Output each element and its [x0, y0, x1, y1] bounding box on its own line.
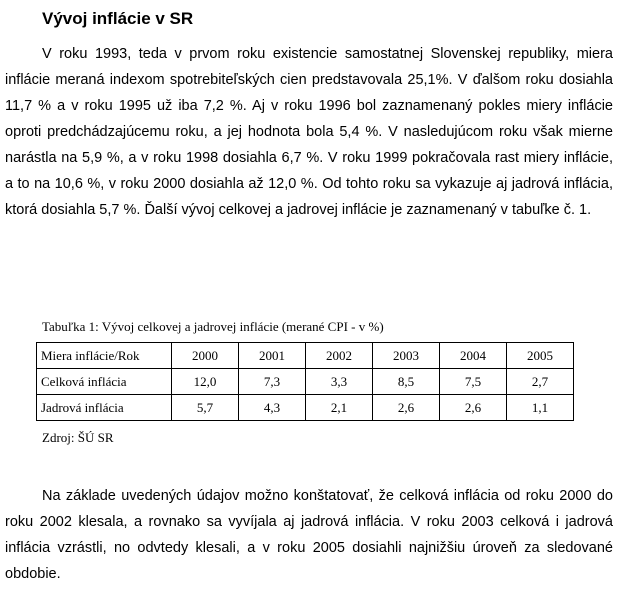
table-cell: 8,5 — [373, 369, 440, 395]
table-row-total-inflation — [37, 369, 574, 395]
header-cell: 2005 — [507, 343, 574, 369]
table-cell: 2,1 — [306, 395, 373, 421]
header-cell: 2000 — [172, 343, 239, 369]
table-cell: 2,7 — [507, 369, 574, 395]
table-cell: 4,3 — [239, 395, 306, 421]
table-cell: 3,3 — [306, 369, 373, 395]
row-label: Celková inflácia — [37, 369, 172, 395]
header-cell: 2001 — [239, 343, 306, 369]
table-source: Zdroj: ŠÚ SR — [42, 430, 114, 445]
table-caption: Tabuľka 1: Vývoj celkovej a jadrovej inflácie (merané CPI - v %) — [42, 319, 384, 334]
header-cell: 2003 — [373, 343, 440, 369]
table-cell: 5,7 — [172, 395, 239, 421]
intro-paragraph: V roku 1993, teda v prvom roku existencie samostatnej Slovenskej republiky, miera inflácie meraná indexom spotrebiteľských cien predstavovala 25,1%. V ďalšom roku dosiahla 11,7 % a v roku 1995 už iba 7,2 %. Aj v roku 1996 bol zaznamenaný pokles miery inflácie oproti predchádzajúcemu roku, a jej hodnota bola 5,4 %. V nasledujúcom roku však mierne narástla na 5,9 %, a v roku 1998 dosiahla 6,7 %. V roku 1999 pokračovala rast miery inflácie, a to na 10,6 %, v roku 2000 dosiahla až 12,0 %. Od tohto roku sa vykazuje aj jadrová inflácia, ktorá dosiahla 5,7 %. Ďalší vývoj celkovej a jadrovej inflácie je zaznamenaný v tabuľke č. 1. — [5, 46, 613, 218]
page-title: Vývoj inflácie v SR — [42, 9, 194, 28]
header-cell: 2004 — [440, 343, 507, 369]
row-label: Jadrová inflácia — [37, 395, 172, 421]
conclusion-paragraph: Na základe uvedených údajov možno konštatovať, že celková inflácia od roku 2000 do roku 2002 klesala, a rovnako sa vyvíjala aj jadrová inflácia. V roku 2003 celková i jadrová inflácia vzrástli, no odvtedy klesali, a v roku 2005 dosiahli najnižšiu úroveň za sledované obdobie. — [5, 488, 613, 582]
header-cell: Miera inflácie/Rok — [37, 343, 172, 369]
table-cell: 7,3 — [239, 369, 306, 395]
header-cell: 2002 — [306, 343, 373, 369]
table-cell: 7,5 — [440, 369, 507, 395]
table-cell: 2,6 — [440, 395, 507, 421]
table-cell: 12,0 — [172, 369, 239, 395]
table-header-row — [37, 343, 574, 369]
table-row-core-inflation — [37, 395, 574, 421]
inflation-table — [36, 342, 574, 421]
table-cell: 2,6 — [373, 395, 440, 421]
table-cell: 1,1 — [507, 395, 574, 421]
